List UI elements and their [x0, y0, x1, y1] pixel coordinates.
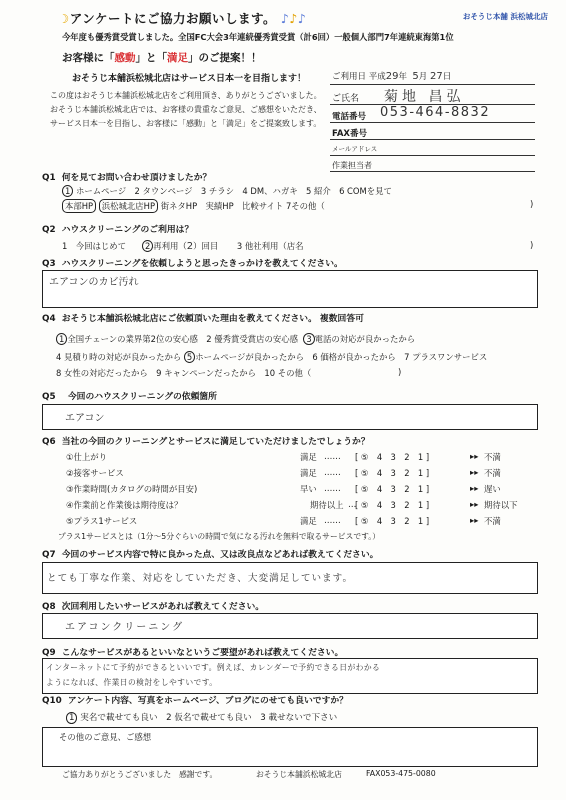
q10-text: アンケート内容、写真をホームページ、ブログにのせても良いですか？	[67, 696, 348, 706]
arrow-icon: ……	[324, 467, 341, 477]
q7-answer-box[interactable]	[42, 562, 538, 594]
intro-line: おそうじ本舗浜松城北店では、お客様の貴重なご意見、ご感想をいただき、	[50, 105, 322, 114]
arrow-icon: ▸▸	[470, 483, 479, 493]
title-text: アンケートにご協力お願いします。	[69, 11, 276, 26]
q1-options-line2	[62, 199, 325, 213]
intro-paragraph	[50, 89, 322, 131]
divider	[330, 171, 535, 172]
award-line: 今年度も優秀賞受賞しました。全国FC大会3年連続優秀賞受賞（計6回）一般個人部門7年連続東海第1位	[62, 32, 454, 42]
q6-text: 当社の今回のクリーニングとサービスに満足していただけましたでしょうか？	[61, 437, 370, 447]
q5-answer-box[interactable]	[42, 404, 538, 430]
q6-label: Q6	[42, 437, 56, 447]
month-unit: 月	[418, 72, 428, 82]
date-row	[332, 70, 451, 82]
q8-answer-box[interactable]	[42, 613, 538, 639]
q1-question	[42, 170, 211, 183]
date-year[interactable]: 29	[385, 71, 399, 82]
manzoku-text: 満足	[167, 52, 188, 64]
divider	[330, 139, 535, 140]
q5-question	[42, 389, 217, 402]
q4-option-4: 4 見積り時の対応が良かったから	[56, 352, 182, 362]
q3-label: Q3	[42, 259, 56, 269]
fax-label: FAX番号	[332, 129, 367, 139]
q2-question	[42, 222, 193, 235]
crescent-icon: ☽	[58, 11, 70, 26]
arrow-icon: ▸▸	[470, 499, 479, 509]
brand-logo: おそうじ本舗 浜松城北店	[462, 12, 548, 21]
proposal-prefix: お客様に「	[62, 52, 115, 64]
q10-options-text: 実名で載せても良い 2 仮名で載せても良い 3 載せないで下さい	[80, 713, 338, 723]
q2-suffix: ）回目	[193, 241, 219, 251]
q1-option-1-circled[interactable]: 1	[62, 185, 73, 197]
q9-answer-line2: ようになれば、作業日の検討をしやすいです。	[46, 678, 218, 687]
year-unit: 年	[398, 72, 407, 82]
paren-close: )	[530, 240, 534, 250]
proposal-and: 」と「	[135, 52, 167, 64]
name-label: ご氏名	[332, 94, 360, 104]
q6-right-label: 不満	[484, 516, 501, 526]
q4-option-3-text: 電話の対応が良かったから	[314, 334, 416, 344]
q7-text: 今回のサービス内容で特に良かった点、又は改良点などあれば教えてください。	[61, 550, 379, 560]
intro-line: サービス日本一を目指し、お客様に「感動」と「満足」をご提案致します。	[50, 119, 322, 128]
q6-row	[0, 499, 566, 513]
q4-line1	[56, 333, 415, 345]
arrow-icon: ……	[324, 483, 341, 493]
music-notes-icon: ♪	[289, 11, 298, 26]
q2-label: Q2	[42, 225, 56, 235]
q1-jouhoku-circled[interactable]: 浜松城北店HP	[99, 199, 158, 213]
arrow-icon: ▸▸	[470, 451, 479, 461]
q6-note: プラス1サービスとは（1分～5分ぐらいの時間で気になる汚れを無料で取るサービスです。）	[58, 532, 380, 541]
paren-close: )	[530, 199, 534, 209]
q4-options-line1: 全国チェーンの業界第2位の安心感 2 優秀賞受賞店の安心感	[67, 334, 298, 344]
q10-question	[42, 693, 348, 706]
q6-left-label: 満足	[300, 452, 317, 462]
q6-item: ④作業前と作業後は期待度は？	[66, 500, 183, 510]
divider	[330, 155, 535, 156]
q4-text: おそうじ本舗浜松城北店にご依頼頂いた理由を教えてください。 複数回答可	[61, 314, 364, 324]
q6-left-label: 満足	[300, 516, 317, 526]
q9-text: こんなサービスがあるといいなというご要望があれば教えてください。	[61, 648, 344, 658]
q6-right-label: 期待以下	[484, 500, 518, 510]
q3-text: ハウスクリーニングを依頼しようと思ったきっかけを教えてください。	[61, 259, 343, 269]
q6-rating-scale[interactable]: [ ⑤ 4 3 2 1 ]	[355, 516, 430, 526]
footer-fax: FAX053-475-0080	[366, 769, 436, 778]
q4-option-5-circled[interactable]: 5	[184, 351, 195, 363]
q4-question	[42, 311, 364, 324]
q7-question	[42, 547, 378, 560]
q9-question	[42, 645, 343, 658]
q7-answer-text: とても丁寧な作業、対応をしていただき、大変満足しています。	[47, 573, 354, 584]
q1-honbu-circled[interactable]: 本部HP	[62, 199, 96, 213]
q4-option-1-circled[interactable]: 1	[56, 333, 67, 345]
q2-option-3[interactable]: 3 他社利用（店名	[236, 241, 304, 251]
goal-line: おそうじ本舗浜松城北店はサービス日本一を目指します！	[72, 74, 307, 84]
q6-row	[0, 451, 566, 465]
q6-row	[0, 467, 566, 481]
music-notes-icon: ♪	[275, 11, 290, 26]
kando-text: 感動	[114, 52, 136, 64]
q3-answer-text: エアコンのカビ汚れ	[49, 277, 139, 288]
other-comments-label: その他のご意見、ご感想	[59, 732, 152, 742]
date-era: 平成	[368, 72, 386, 82]
q1-options	[62, 185, 392, 197]
q4-option-3-circled[interactable]: 3	[303, 333, 314, 345]
music-notes-icon: ♪	[297, 11, 307, 26]
date-label: ご利用日	[332, 72, 367, 82]
date-month[interactable]: 5	[412, 71, 419, 82]
q8-text: 次回利用したいサービスがあれば教えてください。	[61, 602, 265, 612]
footer-shop: おそうじ本舗浜松城北店	[256, 770, 342, 779]
q2-times-field[interactable]: 2	[186, 241, 194, 252]
q6-rating-scale[interactable]: [ ⑤ 4 3 2 1 ]	[355, 468, 430, 478]
q10-option-1-circled[interactable]: 1	[66, 712, 77, 724]
q5-label: Q5	[42, 392, 56, 402]
q6-question	[42, 434, 370, 447]
q6-rating-scale[interactable]: [ ⑤ 4 3 2 1 ]	[355, 452, 430, 462]
paren-close: )	[398, 367, 402, 377]
q6-item: ⑤プラス1サービス	[66, 516, 138, 526]
q2-option-1[interactable]: 1 今回はじめて	[62, 241, 126, 251]
q4-label: Q4	[42, 314, 56, 324]
q10-label: Q10	[42, 696, 62, 706]
q6-left-label: 期待以上	[310, 500, 344, 510]
name-field[interactable]: 菊地 昌弘	[384, 89, 465, 105]
q9-answer-box[interactable]	[42, 658, 538, 694]
phone-label: 電話番号	[332, 112, 367, 122]
q3-question	[42, 256, 343, 269]
arrow-icon: …	[348, 499, 357, 509]
q6-item: ②接客サービス	[66, 468, 124, 478]
q6-right-label: 不満	[484, 468, 501, 478]
phone-field[interactable]: 053-464-8832	[380, 105, 491, 120]
day-unit: 日	[442, 72, 452, 82]
q5-text: 今回のハウスクリーニングの依頼箇所	[67, 392, 217, 402]
q6-row	[0, 515, 566, 529]
q6-item: ①仕上がり	[66, 452, 108, 462]
q6-right-label: 遅い	[484, 484, 501, 494]
proposal-line	[62, 50, 262, 65]
arrow-icon: ▸▸	[470, 467, 479, 477]
q8-question	[42, 599, 264, 612]
q10-options	[66, 711, 337, 724]
q1-other-text: 街ネタHP 実績HP 比較サイト 7その他（	[160, 201, 325, 211]
q8-answer-text: エアコンクリーニング	[65, 622, 185, 633]
arrow-icon: ……	[324, 451, 341, 461]
q3-answer-box[interactable]	[42, 270, 538, 308]
q2-option-2-circled[interactable]: 2	[142, 240, 153, 252]
q6-right-label: 不満	[484, 452, 501, 462]
q4-options-line2: ホームページが良かったから 6 価格が良かったから 7 プラスワンサービス	[195, 352, 488, 362]
proposal-suffix: 」のご提案！！	[188, 52, 262, 64]
q5-answer-text: エアコン	[65, 413, 105, 424]
q6-left-label: 満足	[300, 468, 317, 478]
q6-item: ③作業時間(カタログの時間が目安)	[66, 484, 198, 494]
q9-label: Q9	[42, 648, 56, 658]
q1-label: Q1	[42, 173, 56, 183]
q8-label: Q8	[42, 602, 56, 612]
q6-left-label: 早い	[300, 484, 317, 494]
divider	[330, 84, 535, 85]
arrow-icon: ……	[324, 515, 341, 525]
q6-row	[0, 483, 566, 497]
q2-options	[62, 240, 304, 252]
footer-thanks: ご協力ありがとうございました 感謝です。	[62, 770, 218, 779]
q4-line3	[56, 367, 311, 379]
q6-rating-scale[interactable]: [ ⑤ 4 3 2 1 ]	[355, 484, 430, 494]
arrow-icon: ▸▸	[470, 515, 479, 525]
q2-text: ハウスクリーニングのご利用は？	[61, 225, 194, 235]
divider	[330, 122, 535, 123]
q4-line2	[56, 351, 487, 363]
survey-title	[58, 9, 306, 27]
date-day[interactable]: 27	[429, 71, 443, 82]
q9-answer-line1: インターネットにて予約ができるといいです。例えば、カレンダーで予約できる日がわかる	[46, 663, 381, 672]
q6-rating-scale[interactable]: [ ⑤ 4 3 2 1 ]	[355, 500, 430, 510]
q7-label: Q7	[42, 550, 56, 560]
mail-label: メールアドレス	[332, 145, 378, 153]
intro-line: この度はおそうじ本舗浜松城北店をご利用頂き、ありがとうございました。	[50, 91, 322, 100]
staff-label: 作業担当者	[332, 161, 372, 170]
q2-option-2-text: 再利用（	[153, 241, 187, 251]
q4-options-line3: 8 女性の対応だったから 9 キャンペーンだったから 10 その他（	[56, 368, 312, 378]
q1-text: 何を見てお問い合わせ頂けましたか？	[61, 173, 212, 183]
other-comments-box[interactable]	[42, 727, 538, 767]
q1-options-line1: ホームページ 2 タウンページ 3 チラシ 4 DM、ハガキ 5 紹介 6 COMを見て	[76, 186, 392, 196]
